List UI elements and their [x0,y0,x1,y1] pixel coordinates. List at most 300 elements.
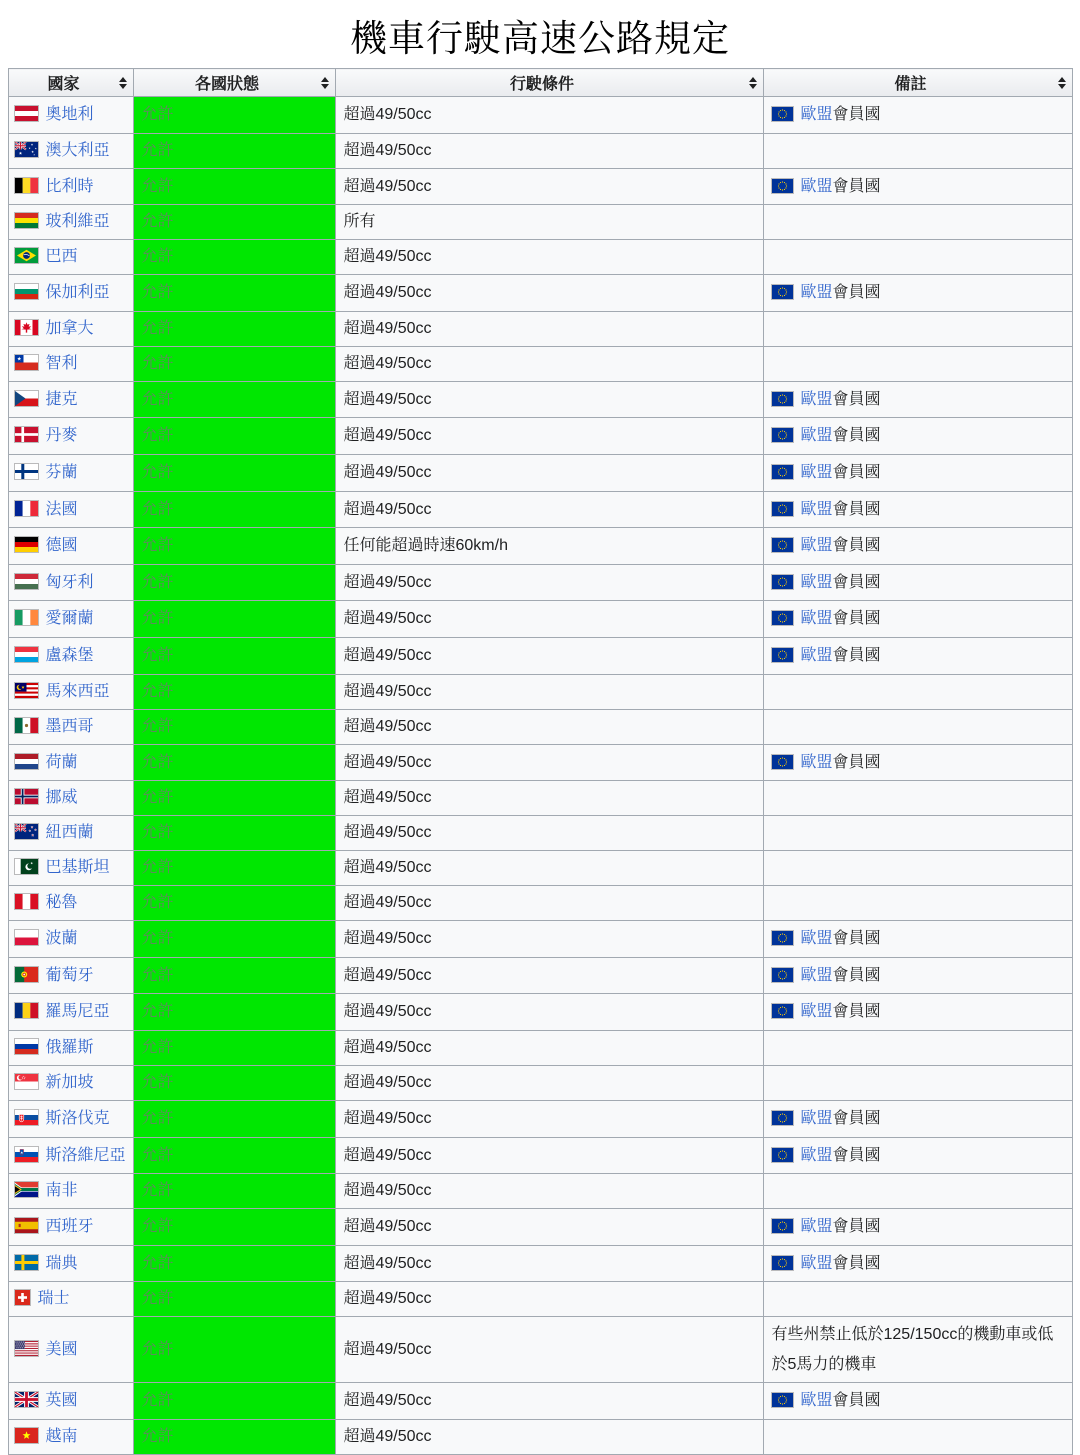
eu-flag-icon [772,538,793,552]
condition-cell: 超過49/50cc [335,1174,763,1209]
status-cell: 允許 [133,311,335,346]
status-cell: 允許 [133,168,335,205]
eu-member-text: 會員國 [832,1109,881,1127]
condition-cell: 超過49/50cc [335,781,763,816]
peru-flag-icon [15,894,38,909]
table-row [8,528,1072,565]
remarks-cell [763,311,1072,346]
eu-member-text: 會員國 [832,463,881,481]
country-link[interactable]: 斯洛維尼亞 [45,1146,126,1164]
country-link[interactable]: 馬來西亞 [45,682,110,700]
vietnam-flag-icon [15,1428,38,1443]
status-cell: 允許 [133,886,335,921]
remarks-cell [763,1209,1072,1246]
austria-flag-icon [15,106,38,121]
canada-flag-icon [15,320,38,335]
remarks-cell [763,1137,1072,1174]
mexico-flag-icon [15,718,38,733]
regulations-table [8,68,1073,1455]
remarks-cell [763,1282,1072,1317]
country-link[interactable]: 墨西哥 [45,717,94,735]
eu-flag-icon [772,1111,793,1125]
usa-flag-icon [15,1341,38,1356]
russia-flag-icon [15,1039,38,1054]
condition-cell: 超過49/50cc [335,816,763,851]
status-cell: 允許 [133,709,335,744]
table-row [8,381,1072,418]
remarks-cell [763,886,1072,921]
eu-member-text: 會員國 [832,610,881,628]
country-cell [8,1030,133,1065]
remarks-cell [763,1100,1072,1137]
condition-cell: 超過49/50cc [335,1317,763,1383]
condition-cell: 超過49/50cc [335,1209,763,1246]
condition-cell: 超過49/50cc [335,674,763,709]
status-cell: 允許 [133,454,335,491]
status-cell: 允許 [133,528,335,565]
sort-icon [749,77,758,89]
chile-flag-icon [15,355,38,370]
country-link[interactable]: 愛爾蘭 [45,610,94,628]
eu-member-text: 會員國 [832,1003,881,1021]
uk-flag-icon [15,1392,38,1407]
table-row [8,346,1072,381]
country-cell [8,205,133,240]
status-cell: 允許 [133,1174,335,1209]
status-cell: 允許 [133,1030,335,1065]
country-link[interactable]: 瑞士 [37,1290,70,1308]
status-cell: 允許 [133,1282,335,1317]
eu-link[interactable]: 歐盟 [800,966,833,984]
status-cell: 允許 [133,1100,335,1137]
country-link[interactable]: 丹麥 [45,427,78,445]
table-row [8,994,1072,1031]
country-cell [8,744,133,781]
finland-flag-icon [15,464,38,479]
status-cell: 允許 [133,601,335,638]
country-link[interactable]: 法國 [45,500,78,518]
country-link[interactable]: 新加坡 [45,1074,94,1092]
country-cell [8,133,133,168]
remarks-cell [763,1420,1072,1455]
france-flag-icon [15,501,38,516]
country-link[interactable]: 紐西蘭 [45,824,94,842]
country-cell [8,564,133,601]
eu-member-text: 會員國 [832,284,881,302]
eu-link[interactable]: 歐盟 [800,610,833,628]
condition-cell: 超過49/50cc [335,1420,763,1455]
condition-cell: 超過49/50cc [335,637,763,674]
condition-cell: 超過49/50cc [335,709,763,744]
table-row [8,311,1072,346]
slovakia-flag-icon [15,1110,38,1125]
status-cell: 允許 [133,1383,335,1420]
sort-icon [321,77,330,89]
column-header-status[interactable] [133,69,335,97]
condition-cell: 超過49/50cc [335,346,763,381]
eu-flag-icon [772,575,793,589]
table-row [8,1137,1072,1174]
table-row [8,674,1072,709]
country-link[interactable]: 巴西 [45,248,78,266]
country-link[interactable]: 波蘭 [45,930,78,948]
column-label: 各國狀態 [194,76,259,93]
eu-link[interactable]: 歐盟 [800,930,833,948]
eu-link[interactable]: 歐盟 [800,284,833,302]
condition-cell: 任何能超過時速60km/h [335,528,763,565]
eu-link[interactable]: 歐盟 [800,1003,833,1021]
page-title: 機車行駛高速公路規定 [350,19,730,60]
country-cell [8,1245,133,1282]
eu-member-text: 會員國 [832,177,881,195]
condition-cell: 超過49/50cc [335,240,763,275]
country-cell [8,781,133,816]
remarks-cell [763,1245,1072,1282]
status-cell: 允許 [133,418,335,455]
eu-flag-icon [772,179,793,193]
status-cell: 允許 [133,1209,335,1246]
country-link[interactable]: 加拿大 [45,319,94,337]
remarks-cell [763,346,1072,381]
condition-cell: 超過49/50cc [335,454,763,491]
table-row [8,1209,1072,1246]
table-row [8,957,1072,994]
status-cell: 允許 [133,381,335,418]
country-link[interactable]: 比利時 [45,177,94,195]
table-row [8,709,1072,744]
country-link[interactable]: 玻利維亞 [45,213,110,231]
germany-flag-icon [15,537,38,552]
hungary-flag-icon [15,574,38,589]
sort-icon [1058,77,1067,89]
status-cell: 允許 [133,957,335,994]
remarks-cell [763,133,1072,168]
status-cell: 允許 [133,1065,335,1100]
eu-member-text: 會員國 [832,1218,881,1236]
south-africa-flag-icon [15,1182,38,1197]
condition-cell: 超過49/50cc [335,1245,763,1282]
country-link[interactable]: 德國 [45,537,78,555]
country-cell [8,1209,133,1246]
eu-link[interactable]: 歐盟 [800,573,833,591]
remarks-cell [763,454,1072,491]
status-cell: 允許 [133,205,335,240]
netherlands-flag-icon [15,754,38,769]
eu-member-text: 會員國 [832,390,881,408]
country-cell [8,97,133,134]
eu-member-text: 會員國 [832,537,881,555]
eu-link[interactable]: 歐盟 [800,390,833,408]
condition-cell: 超過49/50cc [335,1282,763,1317]
table-row [8,781,1072,816]
country-cell [8,454,133,491]
country-link[interactable]: 荷蘭 [45,753,78,771]
table-row [8,1065,1072,1100]
table-row [8,601,1072,638]
remarks-cell [763,957,1072,994]
malaysia-flag-icon [15,683,38,698]
country-cell [8,240,133,275]
country-cell [8,851,133,886]
sort-icon [119,77,128,89]
remarks-cell [763,381,1072,418]
country-cell [8,381,133,418]
country-cell [8,1100,133,1137]
eu-link[interactable]: 歐盟 [800,106,833,123]
table-row [8,418,1072,455]
condition-cell: 超過49/50cc [335,168,763,205]
eu-flag-icon [772,1148,793,1162]
condition-cell: 超過49/50cc [335,311,763,346]
eu-link[interactable]: 歐盟 [800,177,833,195]
condition-cell: 超過49/50cc [335,851,763,886]
remarks-cell [763,781,1072,816]
denmark-flag-icon [15,427,38,442]
eu-flag-icon [772,968,793,982]
status-cell: 允許 [133,781,335,816]
table-row [8,1282,1072,1317]
belgium-flag-icon [15,178,38,193]
table-row [8,1030,1072,1065]
singapore-flag-icon [15,1074,38,1089]
remarks-cell [763,637,1072,674]
country-cell [8,1282,133,1317]
country-cell [8,311,133,346]
country-link[interactable]: 瑞典 [45,1254,78,1272]
remarks-cell [763,994,1072,1031]
table-row [8,744,1072,781]
eu-flag-icon [772,1219,793,1233]
status-cell: 允許 [133,346,335,381]
eu-link[interactable]: 歐盟 [800,753,833,771]
eu-member-text: 會員國 [832,646,881,664]
remarks-cell [763,1030,1072,1065]
table-row [8,1317,1072,1383]
country-link[interactable]: 羅馬尼亞 [45,1003,110,1021]
country-link[interactable]: 西班牙 [45,1218,94,1236]
eu-member-text: 會員國 [832,427,881,445]
eu-link[interactable]: 歐盟 [800,646,833,664]
country-cell [8,674,133,709]
status-cell: 允許 [133,637,335,674]
table-row [8,921,1072,958]
eu-flag-icon [772,392,793,406]
eu-flag-icon [772,1004,793,1018]
eu-member-text: 會員國 [832,1392,881,1410]
country-cell [8,1137,133,1174]
country-link[interactable]: 越南 [45,1428,78,1446]
country-link[interactable]: 挪威 [45,789,78,807]
portugal-flag-icon [15,967,38,982]
luxembourg-flag-icon [15,647,38,662]
remark-text: 有些州禁止低於125/150cc的機動車或低於5馬力的機車 [771,1326,1054,1373]
country-cell [8,1420,133,1455]
eu-flag-icon [772,648,793,662]
remarks-cell [763,1174,1072,1209]
country-cell [8,491,133,528]
switzerland-flag-icon [15,1290,30,1305]
table-row [8,491,1072,528]
country-link[interactable]: 南非 [45,1182,78,1200]
eu-link[interactable]: 歐盟 [800,537,833,555]
australia-flag-icon [15,142,38,157]
eu-member-text: 會員國 [832,500,881,518]
table-row [8,205,1072,240]
brazil-flag-icon [15,248,38,263]
remarks-cell [763,851,1072,886]
slovenia-flag-icon [15,1147,38,1162]
country-link[interactable]: 芬蘭 [45,463,78,481]
eu-flag-icon [772,611,793,625]
eu-member-text: 會員國 [832,930,881,948]
eu-link[interactable]: 歐盟 [800,1109,833,1127]
column-header-remarks[interactable] [763,69,1072,97]
country-link[interactable]: 葡萄牙 [45,966,94,984]
condition-cell: 超過49/50cc [335,97,763,134]
country-link[interactable]: 英國 [45,1392,78,1410]
remarks-cell [763,709,1072,744]
remarks-cell [763,921,1072,958]
column-header-condition[interactable] [335,69,763,97]
status-cell: 允許 [133,921,335,958]
status-cell: 允許 [133,851,335,886]
spain-flag-icon [15,1218,38,1233]
status-cell: 允許 [133,1245,335,1282]
country-link[interactable]: 奧地利 [45,106,94,123]
condition-cell: 超過49/50cc [335,601,763,638]
remarks-cell [763,601,1072,638]
country-link[interactable]: 巴基斯坦 [45,859,110,877]
remarks-cell [763,97,1072,134]
country-link[interactable]: 保加利亞 [45,284,110,302]
condition-cell: 超過49/50cc [335,133,763,168]
bolivia-flag-icon [15,213,38,228]
condition-cell: 超過49/50cc [335,744,763,781]
table-row [8,1420,1072,1455]
country-link[interactable]: 美國 [45,1341,78,1359]
remarks-cell [763,240,1072,275]
country-link[interactable]: 澳大利亞 [45,141,110,159]
table-row [8,240,1072,275]
eu-link[interactable]: 歐盟 [800,463,833,481]
eu-link[interactable]: 歐盟 [800,427,833,445]
remarks-cell [763,528,1072,565]
country-link[interactable]: 俄羅斯 [45,1039,94,1057]
condition-cell: 超過49/50cc [335,418,763,455]
remarks-cell [763,1317,1072,1383]
eu-flag-icon [772,428,793,442]
eu-member-text: 會員國 [832,1254,881,1272]
status-cell: 允許 [133,1137,335,1174]
eu-flag-icon [772,465,793,479]
eu-flag-icon [772,931,793,945]
table-row [8,564,1072,601]
remarks-cell [763,674,1072,709]
eu-member-text: 會員國 [832,1146,881,1164]
status-cell: 允許 [133,133,335,168]
country-cell [8,1065,133,1100]
table-row [8,97,1072,134]
country-cell [8,994,133,1031]
condition-cell: 超過49/50cc [335,1100,763,1137]
table-row [8,637,1072,674]
eu-link[interactable]: 歐盟 [800,500,833,518]
table-row [8,1383,1072,1420]
remarks-cell [763,491,1072,528]
status-cell: 允許 [133,275,335,312]
table-body [8,97,1072,1455]
country-link[interactable]: 捷克 [45,390,78,408]
table-row [8,816,1072,851]
country-cell [8,709,133,744]
country-cell [8,1317,133,1383]
eu-member-text: 會員國 [832,753,881,771]
condition-cell: 超過49/50cc [335,275,763,312]
country-cell [8,957,133,994]
bulgaria-flag-icon [15,284,38,299]
country-cell [8,346,133,381]
norway-flag-icon [15,789,38,804]
table-row [8,454,1072,491]
status-cell: 允許 [133,240,335,275]
remarks-cell [763,1383,1072,1420]
condition-cell: 超過49/50cc [335,1137,763,1174]
country-link[interactable]: 盧森堡 [45,646,94,664]
remarks-cell [763,564,1072,601]
poland-flag-icon [15,930,38,945]
column-header-country[interactable] [8,69,133,97]
table-row [8,168,1072,205]
table-row [8,133,1072,168]
condition-cell: 所有 [335,205,763,240]
remarks-cell [763,418,1072,455]
country-link[interactable]: 斯洛伐克 [45,1109,110,1127]
condition-cell: 超過49/50cc [335,957,763,994]
country-cell [8,275,133,312]
eu-flag-icon [772,755,793,769]
eu-link[interactable]: 歐盟 [800,1392,833,1410]
status-cell: 允許 [133,744,335,781]
country-cell [8,168,133,205]
country-link[interactable]: 匈牙利 [45,573,94,591]
condition-cell: 超過49/50cc [335,381,763,418]
remarks-cell [763,816,1072,851]
table-header [8,69,1072,97]
remarks-cell [763,205,1072,240]
remarks-cell [763,275,1072,312]
table-row [8,1100,1072,1137]
country-link[interactable]: 智利 [45,354,78,372]
table-row [8,886,1072,921]
country-link[interactable]: 秘魯 [45,894,78,912]
eu-flag-icon [772,502,793,516]
eu-flag-icon [772,107,793,121]
sweden-flag-icon [15,1255,38,1270]
eu-member-text: 會員國 [832,106,881,123]
status-cell: 允許 [133,97,335,134]
country-cell [8,1383,133,1420]
condition-cell: 超過49/50cc [335,994,763,1031]
column-label: 國家 [47,76,80,93]
eu-link[interactable]: 歐盟 [800,1146,833,1164]
eu-link[interactable]: 歐盟 [800,1218,833,1236]
eu-link[interactable]: 歐盟 [800,1254,833,1272]
eu-member-text: 會員國 [832,966,881,984]
country-cell [8,418,133,455]
status-cell: 允許 [133,564,335,601]
status-cell: 允許 [133,674,335,709]
country-cell [8,637,133,674]
